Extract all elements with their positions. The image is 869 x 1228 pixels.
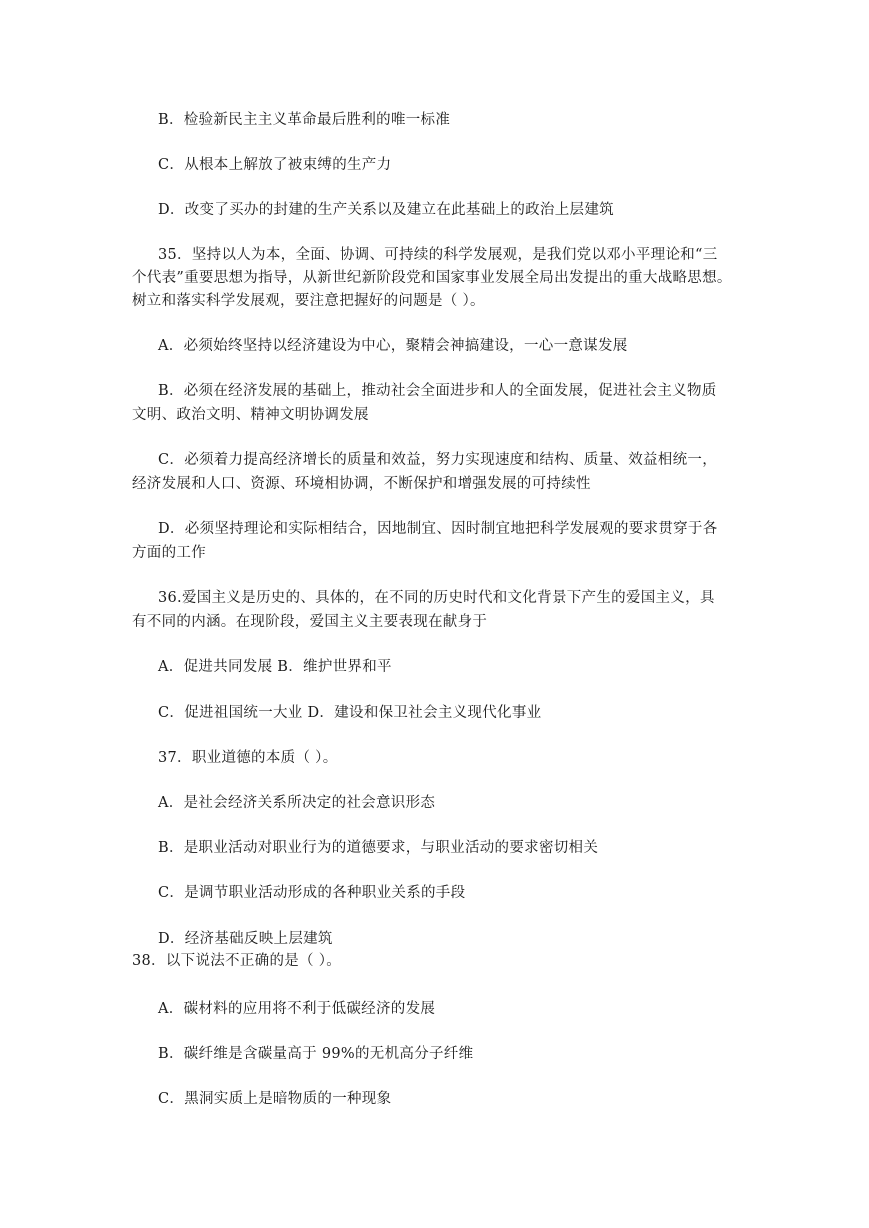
question-37: 37．职业道德的本质（ ）。 [158,750,338,766]
option-a-q35: A．必须始终坚持以经济建设为中心，聚精会神搞建设，一心一意谋发展 [158,338,628,354]
option-d-q35-line-2: 方面的工作 [132,545,206,561]
question-35-line-3: 树立和落实科学发展观，要注意把握好的问题是（ ）。 [132,293,485,309]
question-36-line-1: 36.爱国主义是历史的、具体的，在不同的历史时代和文化背景下产生的爱国主义，具 [158,590,715,606]
option-b-q35-line-1: B．必须在经济发展的基础上，推动社会全面进步和人的全面发展，促进社会主义物质 [158,383,717,399]
option-c-q34: C．从根本上解放了被束缚的生产力 [158,157,392,173]
question-36-line-2: 有不同的内涵。在现阶段，爱国主义主要表现在献身于 [132,614,488,630]
options-cd-q36: C．促进祖国统一大业 D．建设和保卫社会主义现代化事业 [158,705,542,721]
question-35-line-1: 35．坚持以人为本，全面、协调、可持续的科学发展观，是我们党以邓小平理论和“三 [158,247,718,263]
option-a-q38: A．碳材料的应用将不利于低碳经济的发展 [158,1001,436,1017]
option-d-q35-line-1: D．必须坚持理论和实际相结合，因地制宜、因时制宜地把科学发展观的要求贯穿于各 [158,521,718,537]
option-c-q38: C．黑洞实质上是暗物质的一种现象 [158,1091,392,1107]
option-c-q35-line-2: 经济发展和人口、资源、环境相协调，不断保护和增强发展的可持续性 [132,476,591,492]
option-c-q35-line-1: C．必须着力提高经济增长的质量和效益，努力实现速度和结构、质量、效益相统一， [158,452,717,468]
option-b-q38: B．碳纤维是含碳量高于 99%的无机高分子纤维 [158,1046,474,1062]
option-b-q35-line-2: 文明、政治文明、精神文明协调发展 [132,407,369,423]
question-38: 38．以下说法不正确的是（ ）。 [132,953,342,969]
option-a-q37: A．是社会经济关系所决定的社会意识形态 [158,795,436,811]
option-d-q34: D．改变了买办的封建的生产关系以及建立在此基础上的政治上层建筑 [158,202,614,218]
option-b-q34: B．检验新民主主义革命最后胜利的唯一标准 [158,112,451,128]
option-c-q37: C．是调节职业活动形成的各种职业关系的手段 [158,885,466,901]
question-35-line-2: 个代表”重要思想为指导，从新世纪新阶段党和国家事业发展全局出发提出的重大战略思想。 [132,270,732,286]
option-d-q37: D．经济基础反映上层建筑 [158,931,333,947]
options-ab-q36: A．促进共同发展 B．维护世界和平 [158,659,392,675]
option-b-q37: B．是职业活动对职业行为的道德要求，与职业活动的要求密切相关 [158,840,599,856]
